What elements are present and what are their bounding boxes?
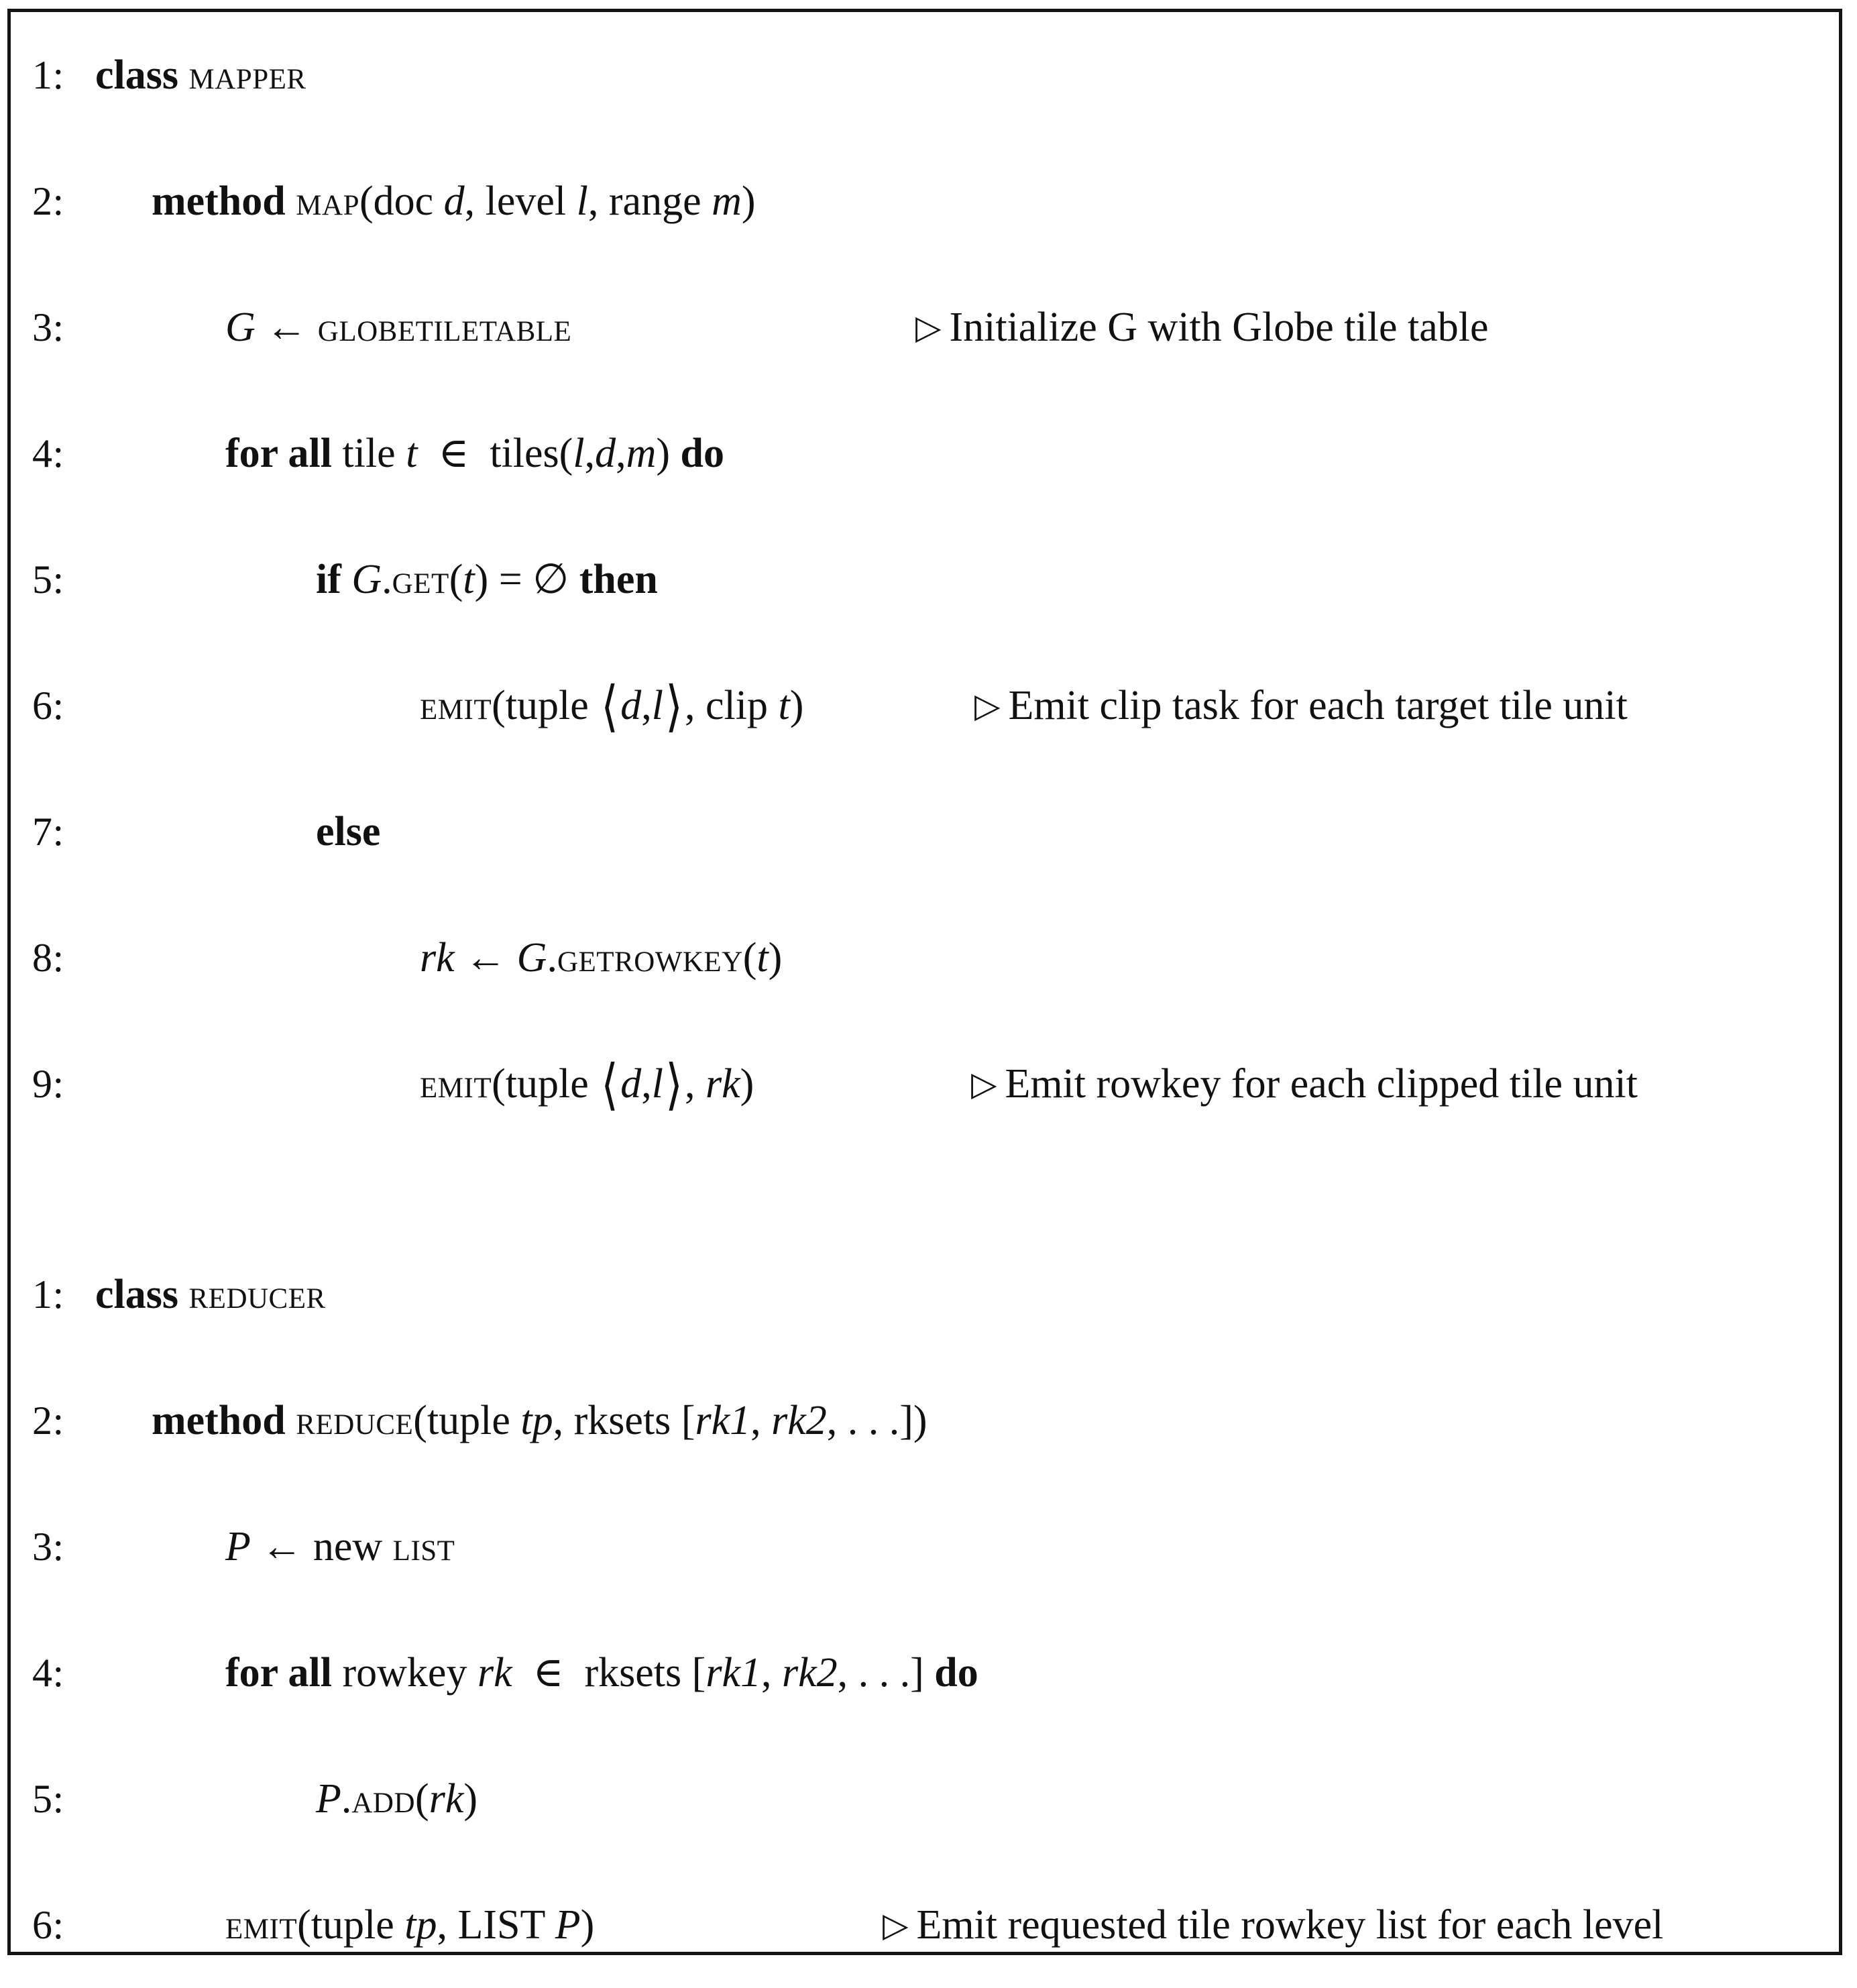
ellipsis-icon: . . . xyxy=(858,1650,911,1696)
comment-text: Emit clip task for each target tile unit xyxy=(1008,683,1628,728)
code-line-mapper-5 xyxy=(11,516,1839,643)
line-content: emit(tuple tp, LIST P) xyxy=(225,1902,595,1948)
arg-tp: tp xyxy=(404,1902,437,1948)
keyword-class: class xyxy=(95,52,178,98)
inline-comment-6 xyxy=(974,643,1628,769)
method-name-add: add xyxy=(351,1776,416,1822)
keyword-else: else xyxy=(316,809,381,854)
line-content: emit(tuple ⟨d,l⟩, clip t) xyxy=(420,643,803,770)
arg-m: m xyxy=(626,431,657,476)
param-var-tp: tp xyxy=(520,1398,553,1443)
item-rk1: rk1 xyxy=(706,1650,761,1696)
arg-rk: rk xyxy=(429,1776,464,1822)
line-content xyxy=(95,12,306,138)
procedure-name-map: map xyxy=(296,178,359,224)
label-tuple: tuple xyxy=(505,1061,589,1107)
left-arrow-icon: ← xyxy=(266,305,308,350)
procedure-name-reducer: reducer xyxy=(188,1272,326,1317)
label-tuple: tuple xyxy=(311,1902,394,1948)
algorithm-figure-frame xyxy=(7,9,1842,1955)
param-var-m: m xyxy=(712,178,742,224)
param-label-doc: doc xyxy=(373,178,434,224)
code-line-mapper-3 xyxy=(11,264,1839,390)
inline-comment-9 xyxy=(971,1021,1638,1147)
code-line-mapper-8 xyxy=(11,895,1839,1021)
line-content xyxy=(225,1484,455,1610)
element-of-icon: ∈ xyxy=(438,431,469,476)
left-arrow-icon: ← xyxy=(465,935,507,981)
method-name-emit: emit xyxy=(420,683,492,728)
var-rk: rk xyxy=(477,1650,512,1696)
var-G: G xyxy=(351,557,382,602)
code-line-mapper-2 xyxy=(11,138,1839,264)
line-number: 4: xyxy=(32,1651,64,1695)
keyword-if: if xyxy=(316,557,341,602)
code-line-reducer-2 xyxy=(11,1358,1839,1484)
procedure-name-mapper: mapper xyxy=(188,52,306,98)
arg-t: t xyxy=(778,683,790,728)
line-number: 5: xyxy=(32,557,64,602)
left-arrow-icon: ← xyxy=(261,1524,303,1569)
keyword-do: do xyxy=(680,431,724,476)
line-content: method reduce(tuple tp, rksets [rk1, rk2, . . .]) xyxy=(152,1398,927,1443)
angle-close-icon: ⟩ xyxy=(665,1054,683,1115)
line-number: 2: xyxy=(32,179,64,223)
item-rk2: rk2 xyxy=(781,1650,838,1696)
method-name-get: get xyxy=(392,557,449,602)
line-number: 3: xyxy=(32,1525,64,1569)
param-var-l: l xyxy=(576,178,588,224)
code-line-mapper-1 xyxy=(11,12,1839,138)
line-number: 8: xyxy=(32,936,64,980)
var-rk: rk xyxy=(420,935,455,981)
algorithm-body xyxy=(11,12,1839,1952)
table-name-globetiletable: globetiletable xyxy=(317,305,572,350)
line-number: 4: xyxy=(32,431,64,476)
arg-d: d xyxy=(595,431,616,476)
label-rowkey: rowkey xyxy=(342,1650,467,1696)
line-content: for all tile t ∈ tiles(l,d,m) do xyxy=(225,431,724,476)
angle-open-icon: ⟨ xyxy=(601,1054,619,1115)
label-tuple: tuple xyxy=(427,1398,510,1443)
code-line-mapper-9 xyxy=(11,1021,1839,1147)
line-number: 1: xyxy=(32,53,64,97)
keyword-new: new xyxy=(313,1524,383,1569)
keyword-do: do xyxy=(934,1650,978,1696)
tuple-var-l: l xyxy=(651,1061,663,1107)
comment-marker-icon: ▷ xyxy=(974,687,1001,724)
line-content: P.add(rk) xyxy=(316,1776,478,1822)
label-clip: clip xyxy=(705,683,768,728)
keyword-for-all: for all xyxy=(225,1650,332,1696)
tuple-var-d: d xyxy=(620,683,642,728)
keyword-method: method xyxy=(152,178,286,224)
angle-close-icon: ⟩ xyxy=(665,676,683,737)
arg-l: l xyxy=(573,431,585,476)
ellipsis-icon: . . . xyxy=(847,1398,900,1443)
line-content: rk ← G.getrowkey(t) xyxy=(420,935,783,981)
param-label-range: range xyxy=(608,178,701,224)
label-tuple: tuple xyxy=(505,683,589,728)
var-G: G xyxy=(225,305,256,350)
var-P: P xyxy=(225,1524,251,1569)
line-content: if G.get(t) = ∅ then xyxy=(316,557,658,602)
label-rksets: rksets xyxy=(573,1398,671,1443)
inline-comment-reducer-6 xyxy=(883,1862,1663,1988)
type-name-list: list xyxy=(392,1524,455,1569)
code-line-mapper-6 xyxy=(11,643,1839,769)
method-name-emit: emit xyxy=(225,1902,298,1948)
line-content xyxy=(95,1231,326,1358)
var-t: t xyxy=(406,431,418,476)
keyword-for-all: for all xyxy=(225,431,332,476)
function-tiles: tiles xyxy=(490,431,559,476)
line-number: 9: xyxy=(32,1062,64,1106)
tuple-var-l: l xyxy=(651,683,663,728)
empty-set-icon: ∅ xyxy=(532,557,569,602)
keyword-then: then xyxy=(579,557,658,602)
code-line-reducer-5 xyxy=(11,1736,1839,1862)
element-of-icon: ∈ xyxy=(532,1650,564,1696)
code-line-mapper-4 xyxy=(11,390,1839,516)
method-name-emit: emit xyxy=(420,1061,492,1107)
keyword-class: class xyxy=(95,1272,178,1317)
tuple-var-d: d xyxy=(620,1061,642,1107)
label-list: LIST xyxy=(457,1902,545,1948)
line-number: 6: xyxy=(32,1903,64,1947)
param-var-rk1: rk1 xyxy=(695,1398,751,1443)
line-number: 2: xyxy=(32,1398,64,1443)
mapper-pseudocode-block xyxy=(11,12,1839,1147)
label-tile: tile xyxy=(342,431,396,476)
comment-text: Initialize G with Globe tile table xyxy=(949,305,1489,350)
comment-text: Emit requested tile rowkey list for each level xyxy=(916,1902,1664,1948)
param-var-rk2: rk2 xyxy=(771,1398,827,1443)
line-number: 7: xyxy=(32,810,64,854)
line-content: for all rowkey rk ∈ rksets [rk1, rk2, . . .] do xyxy=(225,1650,978,1696)
comment-marker-icon: ▷ xyxy=(915,309,942,346)
code-line-mapper-7 xyxy=(11,769,1839,895)
var-P: P xyxy=(316,1776,341,1822)
method-name-getrowkey: getrowkey xyxy=(557,935,743,981)
keyword-method: method xyxy=(152,1398,286,1443)
line-number: 1: xyxy=(32,1272,64,1317)
line-content xyxy=(225,264,571,390)
arg-P: P xyxy=(555,1902,581,1948)
line-content: method map(doc d, level l, range m) xyxy=(152,178,756,224)
comment-text: Emit rowkey for each clipped tile unit xyxy=(1005,1061,1638,1107)
code-line-reducer-4 xyxy=(11,1610,1839,1736)
param-label-level: level xyxy=(485,178,567,224)
code-line-reducer-1 xyxy=(11,1231,1839,1358)
inline-comment-3 xyxy=(915,264,1489,390)
param-var-d: d xyxy=(443,178,465,224)
arg-t: t xyxy=(756,935,769,981)
line-content: emit(tuple ⟨d,l⟩, rk) xyxy=(420,1021,754,1148)
label-rksets: rksets xyxy=(584,1650,682,1696)
arg-rk: rk xyxy=(705,1061,740,1107)
code-line-reducer-3 xyxy=(11,1484,1839,1610)
reducer-pseudocode-block xyxy=(11,1231,1839,1988)
line-number: 3: xyxy=(32,305,64,349)
angle-open-icon: ⟨ xyxy=(601,676,619,737)
procedure-name-reduce: reduce xyxy=(296,1398,414,1443)
comment-marker-icon: ▷ xyxy=(883,1906,909,1944)
line-content xyxy=(316,769,380,895)
arg-t: t xyxy=(463,557,475,602)
comment-marker-icon: ▷ xyxy=(971,1065,997,1103)
line-number: 5: xyxy=(32,1777,64,1821)
code-line-reducer-6 xyxy=(11,1862,1839,1988)
line-number: 6: xyxy=(32,683,64,728)
var-G: G xyxy=(516,935,547,981)
